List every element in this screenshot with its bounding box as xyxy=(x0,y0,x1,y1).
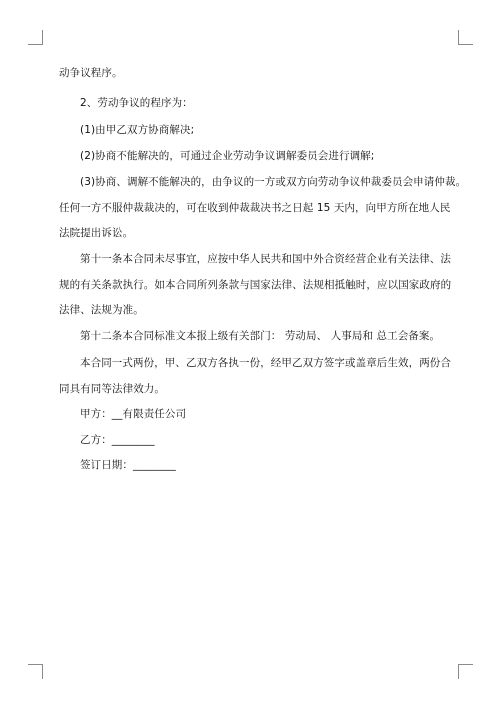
text-line: 任何一方不服仲裁裁决的，可在收到仲裁裁决书之日起 15 天内，向甲方所在地人民 xyxy=(59,202,451,214)
text-line: (2)协商不能解决的，可通过企业劳动争议调解委员会进行调解; xyxy=(80,150,375,162)
signature-party-a: 甲方：__有限责任公司 xyxy=(80,408,187,420)
text-line: 同具有同等法律效力。 xyxy=(59,383,165,395)
page-corner-mark-bottom-left xyxy=(28,664,43,679)
text-line: 法律、法规为准。 xyxy=(59,304,144,316)
text-line: 2、劳动争议的程序为： xyxy=(80,97,193,109)
text-line: 本合同一式两份，甲、乙双方各执一份，经甲乙双方签字或盖章后生效，两份合 xyxy=(80,357,451,369)
signature-party-b: 乙方：________ xyxy=(80,434,155,446)
text-line: (1)由甲乙双方协商解决; xyxy=(80,124,195,136)
signing-date: 签订日期：________ xyxy=(80,459,176,471)
text-line: (3)协商、调解不能解决的，由争议的一方或双方向劳动争议仲裁委员会申请仲裁。 xyxy=(80,176,467,188)
page-corner-mark-top-left xyxy=(28,30,43,45)
text-line: 动争议程序。 xyxy=(59,67,123,79)
page-corner-mark-bottom-right xyxy=(458,664,473,679)
text-line: 规的有关条款执行。如本合同所列条款与国家法律、法规相抵触时，应以国家政府的 xyxy=(59,279,452,291)
text-line: 第十一条本合同未尽事宜，应按中华人民共和国中外合资经营企业有关法律、法 xyxy=(80,253,451,265)
page-corner-mark-top-right xyxy=(458,30,473,45)
text-line: 第十二条本合同标准文本报上级有关部门： 劳动局、 人事局和 总工会备案。 xyxy=(80,330,441,342)
text-line: 法院提出诉讼。 xyxy=(59,227,134,239)
